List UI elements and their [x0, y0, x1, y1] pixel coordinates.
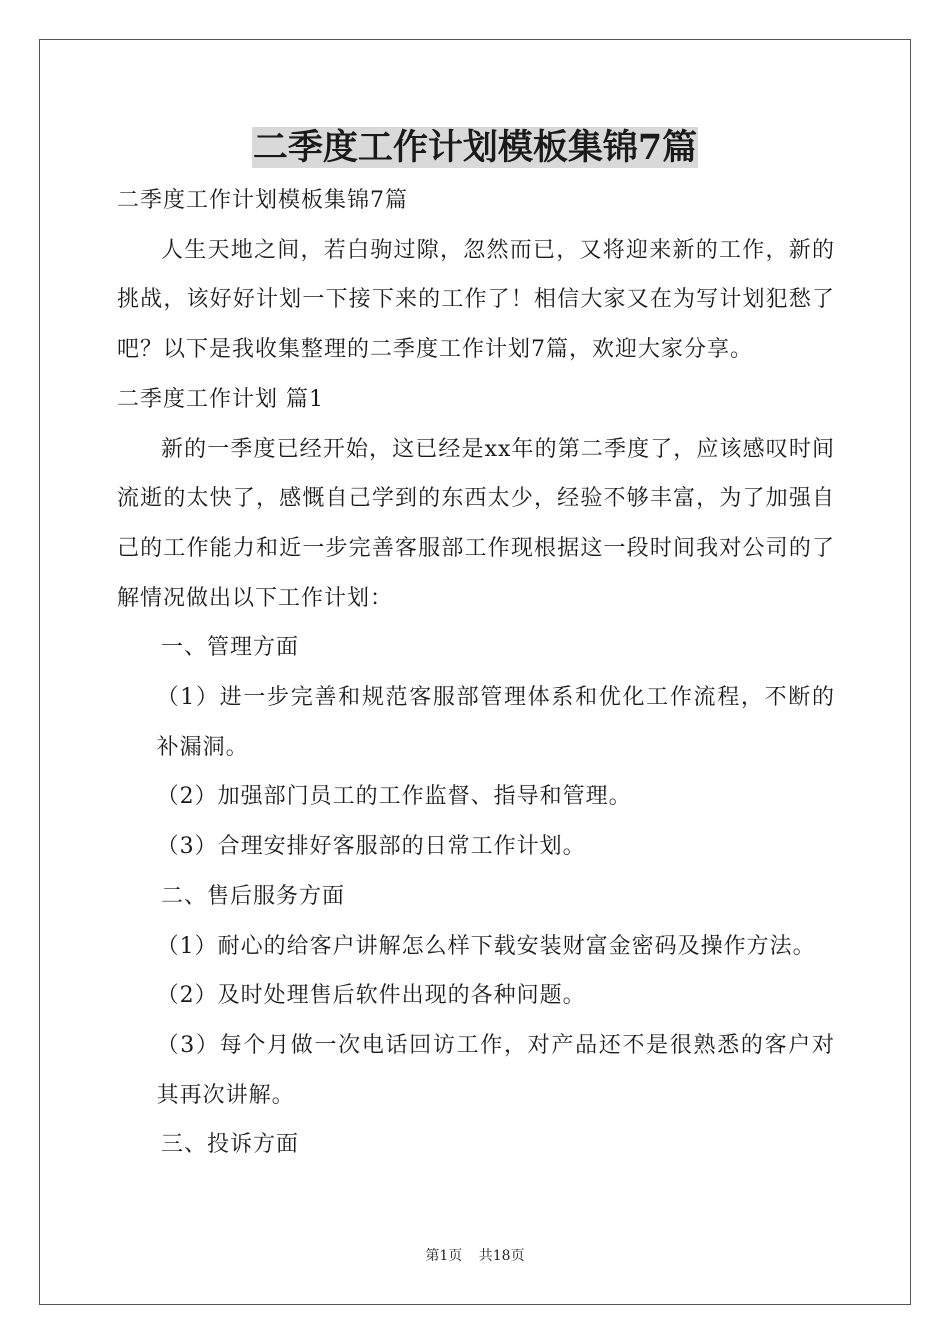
list-item: （3）合理安排好客服部的日常工作计划。 — [156, 834, 586, 860]
paragraph: 人生天地之间，若白驹过隙，忽然而已，又将迎来新的工作，新的挑战，该好好计划一下接下来的工作了！相信大家又在为写计划犯愁了吧？以下是我收集整理的二季度工作计划7篇，欢迎大家分享。 — [117, 237, 835, 363]
list-item: （2）及时处理售后软件出现的各种问题。 — [156, 983, 586, 1009]
page-number: 第1页 — [425, 1248, 463, 1264]
document-body — [117, 176, 835, 1170]
list-item: （1）耐心的给客户讲解怎么样下载安装财富金密码及操作方法。 — [156, 933, 816, 959]
subsection-heading: 一、管理方面 — [161, 635, 300, 661]
page-footer — [0, 1246, 950, 1266]
subsection-heading: 三、投诉方面 — [161, 1132, 300, 1158]
paragraph: 二季度工作计划模板集锦7篇 — [117, 188, 408, 213]
section-heading: 二季度工作计划 篇1 — [117, 386, 324, 412]
subsection-heading: 二、售后服务方面 — [161, 883, 346, 909]
document-title-text: 二季度工作计划模板集锦7篇 — [252, 127, 698, 168]
list-item: （1）进一步完善和规范客服部管理体系和优化工作流程，不断的补漏洞。 — [156, 685, 835, 760]
list-item: （3）每个月做一次电话回访工作，对产品还不是很熟悉的客户对其再次讲解。 — [156, 1032, 835, 1108]
paragraph: 新的一季度已经开始，这已经是xx年的第二季度了，应该感叹时间流逝的太快了，感慨自己学到的东西太少，经验不够丰富，为了加强自己的工作能力和近一步完善客服部工作现根据这一段时间我对公司的了解情况做出以下工作计划： — [117, 436, 835, 611]
page-total: 共18页 — [478, 1248, 525, 1264]
document-title — [0, 124, 950, 172]
list-item: （2）加强部门员工的工作监督、指导和管理。 — [156, 784, 632, 810]
